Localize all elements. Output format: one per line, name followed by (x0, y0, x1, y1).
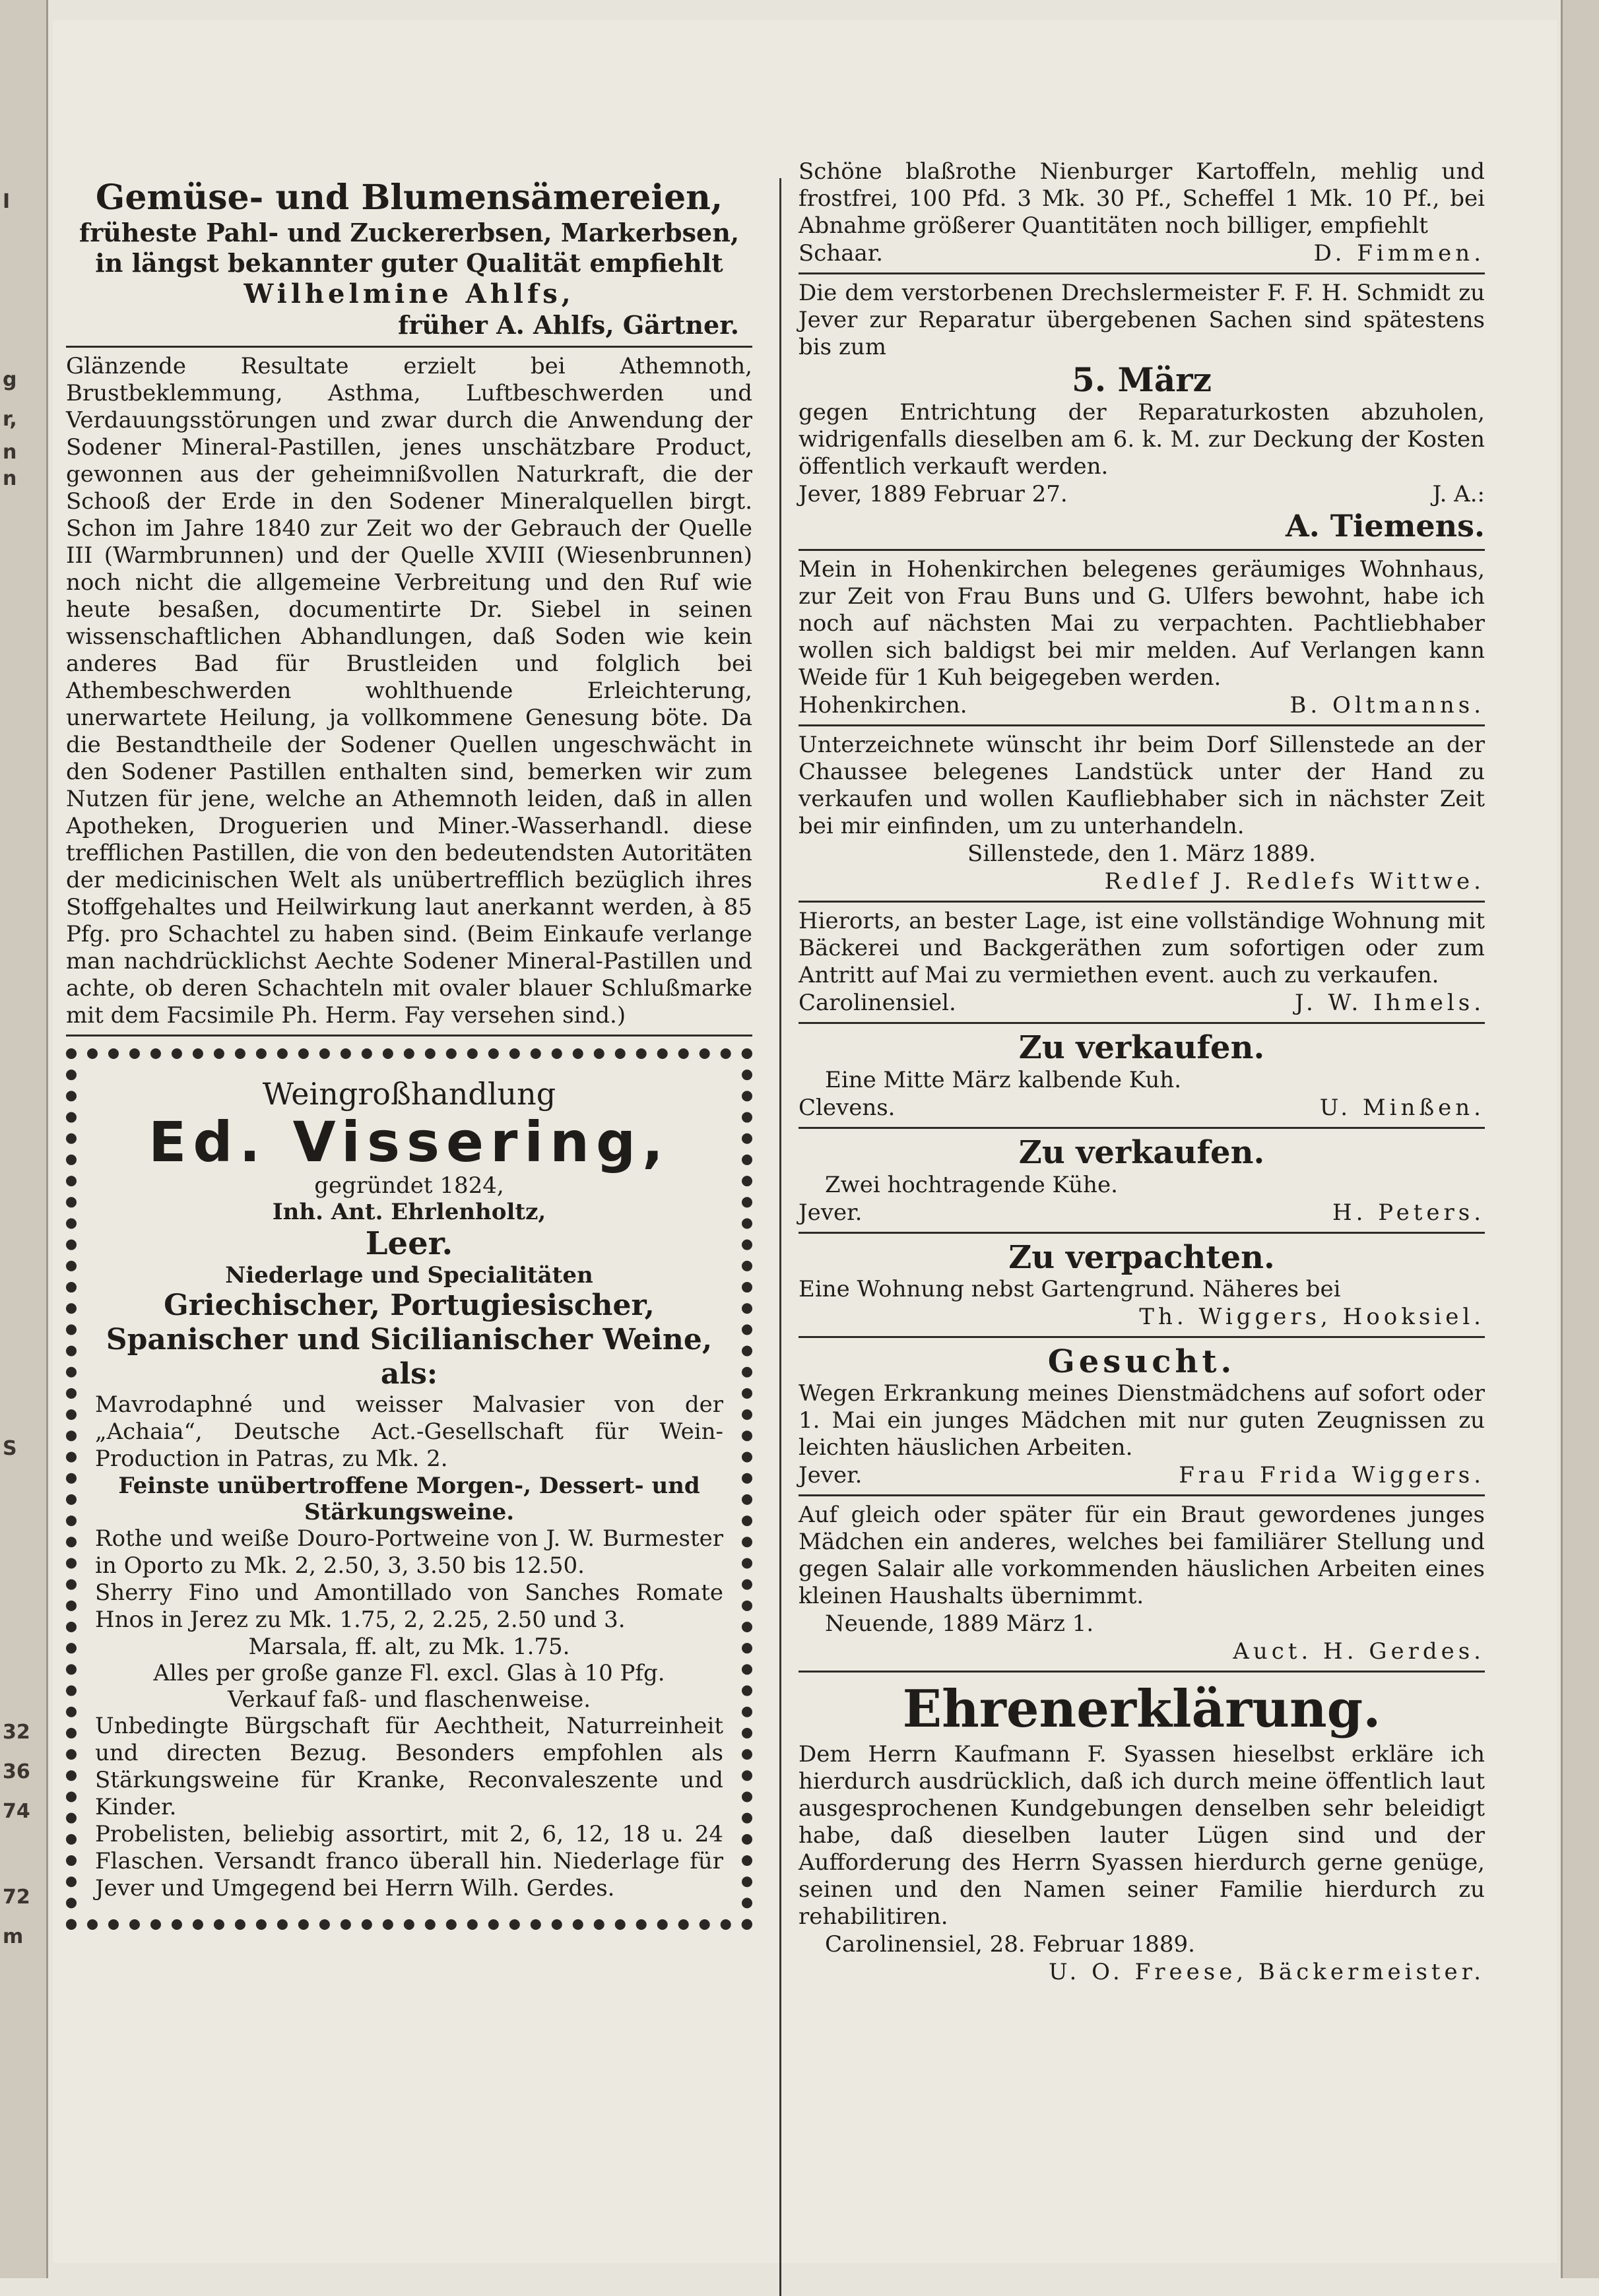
maid-text: Auf gleich oder später für ein Braut gewordenes junges Mädchen ein anderes, welches bei familiärer Stellung und gegen Salair alle vorkommenden häuslichen Arbeiten eines kleinen Haushalts übernimmt. (799, 1502, 1485, 1609)
wine-city: Leer. (365, 1225, 453, 1262)
land-place-date: Sillenstede, den 1. März 1889. (967, 841, 1316, 867)
divider (799, 1127, 1485, 1129)
divider (799, 1232, 1485, 1234)
wine-line1: Weingroßhandlung (262, 1076, 556, 1112)
potatoes-place: Schaar. (799, 240, 884, 267)
divider (799, 1494, 1485, 1496)
repair-text2: gegen Entrichtung der Reparaturkosten abzuholen, widrigenfalls dieselben am 6. k. M. zur Deckung der Kosten öffentlich verkauft werden. (799, 399, 1485, 480)
cows-sale-text: Zwei hochtragende Kühe. (825, 1172, 1118, 1198)
scan-border (1561, 0, 1599, 2278)
seeds-line: in längst bekannter guter Qualität empfiehlt (95, 248, 723, 278)
edge-mark: r, (3, 408, 17, 431)
divider (799, 549, 1485, 551)
wine-paragraph: Mavrodaphné und weisser Malvasier von der „Achaia“, Deutsche Act.-Gesellschaft für Wein-Production in Patras, zu Mk. 2. (95, 1391, 723, 1472)
edge-mark: n (3, 467, 17, 490)
maid-notice (799, 1502, 1485, 1665)
wine-advertisement (66, 1048, 752, 1930)
wine-paragraph: Marsala, ff. alt, zu Mk. 1.75. (248, 1634, 570, 1660)
lease-notice (799, 1239, 1485, 1331)
edge-mark: g (3, 368, 17, 391)
wine-types-heading: Griechischer, Portugiesischer, Spanischer und Sicilianischer Weine, als: (106, 1289, 713, 1391)
edge-mark: n (3, 441, 17, 464)
wine-paragraph: Rothe und weiße Douro-Portweine von J. W. Burmester in Oporto zu Mk. 2, 2.50, 3, 3.50 bis 12.50. (95, 1525, 723, 1579)
divider (66, 346, 752, 348)
cows-sale-name: H. Peters. (1332, 1199, 1485, 1226)
honor-text: Dem Herrn Kaufmann F. Syassen hieselbst erkläre ich hierdurch ausdrücklich, daß ich durch meine öffentlich laut ausgesprochenen Kundgebungen denselben sehr beleidigt habe, daß dieselben lauter Lügen sind und der Aufforderung des Herrn Syassen hierdurch gerne genüge, seinen und den Namen seiner Familie hierdurch zu rehabilitiren. (799, 1741, 1485, 1930)
wine-founded: gegründet 1824, (314, 1172, 504, 1199)
repair-date: 5. März (1071, 360, 1212, 399)
wanted-heading: Gesucht. (1047, 1343, 1236, 1380)
repair-name: A. Tiemens. (1286, 508, 1485, 544)
divider (799, 1022, 1485, 1024)
house-place: Hohenkirchen. (799, 692, 967, 718)
repair-place-date: Jever, 1889 Februar 27. (799, 481, 1068, 507)
cow-sale-name: U. Minßen. (1319, 1095, 1485, 1121)
honor-heading: Ehrenerklärung. (902, 1679, 1381, 1739)
divider (66, 1035, 752, 1036)
honor-declaration (799, 1678, 1485, 1986)
wine-paragraph: Alles per große ganze Fl. excl. Glas à 10 Pfg. (153, 1660, 665, 1686)
cows-sale-heading: Zu verkaufen. (1018, 1134, 1265, 1171)
bakery-notice (799, 908, 1485, 1017)
divider (799, 901, 1485, 903)
edge-mark: 32 (3, 1721, 30, 1744)
lease-heading: Zu verpachten. (1008, 1239, 1275, 1276)
potatoes-notice (799, 158, 1485, 267)
land-notice (799, 732, 1485, 895)
cows-sale-notice (799, 1134, 1485, 1227)
wine-firm-name: Ed. Vissering, (148, 1110, 670, 1174)
bakery-place: Carolinensiel. (799, 990, 956, 1016)
wanted-place: Jever. (799, 1462, 863, 1488)
edge-mark: m (3, 1925, 24, 1948)
cow-sale-place: Clevens. (799, 1095, 896, 1121)
divider (799, 1336, 1485, 1338)
wine-owner: Inh. Ant. Ehrlenholtz, (272, 1199, 546, 1225)
edge-mark: 72 (3, 1886, 30, 1909)
bakery-text: Hierorts, an bester Lage, ist eine vollständige Wohnung mit Bäckerei und Backgeräthen zum sofortigen oder zum Antritt auf Mai zu vermiethen event. auch zu verkaufen. (799, 908, 1485, 988)
repair-notice (799, 280, 1485, 544)
house-name: B. Oltmanns. (1289, 692, 1485, 718)
wanted-notice (799, 1343, 1485, 1489)
adjacent-page-edge (0, 0, 48, 2278)
wine-paragraph: Sherry Fino und Amontillado von Sanches Romate Hnos in Jerez zu Mk. 1.75, 2, 2.25, 2.50 und 3. (95, 1579, 723, 1633)
edge-mark: 36 (3, 1760, 30, 1783)
divider (799, 1671, 1485, 1673)
land-name: Redlef J. Redlefs Wittwe. (1104, 868, 1485, 895)
seeds-headline: Gemüse- und Blumensämereien, (95, 177, 723, 218)
bakery-name: J. W. Ihmels. (1294, 990, 1485, 1016)
house-text: Mein in Hohenkirchen belegenes geräumiges Wohnhaus, zur Zeit von Frau Buns und G. Ulfers bewohnt, habe ich noch auf nächsten Mai zu verpachten. Pachtliebhaber wollen sich baldigst bei mir melden. Auf Verlangen kann Weide für 1 Kuh beigegeben werden. (799, 556, 1485, 691)
seeds-line: früheste Pahl- und Zuckererbsen, Markerbsen, (79, 218, 740, 247)
house-notice (799, 556, 1485, 719)
wine-paragraph: Probelisten, beliebig assortirt, mit 2, 6, 12, 18 u. 24 Flaschen. Versandt franco überall hin. Niederlage für Jever und Umgegend bei Herrn Wilh. Gerdes. (95, 1821, 723, 1901)
left-column (66, 178, 752, 1930)
seeds-seller-name: Wilhelmine Ahlfs, (244, 278, 575, 309)
potatoes-name: D. Fimmen. (1313, 240, 1485, 267)
divider (799, 724, 1485, 726)
edge-mark: 74 (3, 1800, 30, 1823)
land-text: Unterzeichnete wünscht ihr beim Dorf Sillenstede an der Chaussee belegenes Landstück unter der Hand zu verkaufen und wollen Kaufliebhaber sich in nächster Zeit bei mir einfinden, um zu unterhandeln. (799, 732, 1485, 839)
wine-paragraph: Verkauf faß- und flaschenweise. (227, 1686, 591, 1713)
cow-sale-text: Eine Mitte März kalbende Kuh. (825, 1067, 1181, 1093)
edge-mark: S (3, 1437, 17, 1460)
soden-advertisement: Glänzende Resultate erzielt bei Athemnoth, Brustbeklemmung, Asthma, Luftbeschwerden und Verdauungsstörungen und zwar durch die Anwendung der Sodener Mineral-Pastillen, jenes unschätzbare Product, gewonnen aus der geheimnißvollen Naturkraft, die der Schooß der Erde in den Sodener Mineralquellen birgt. Schon im Jahre 1840 zur Zeit wo der Gebrauch der Quelle III (Warmbrunnen) und der Quelle XVIII (Wiesenbrunnen) noch nicht die allgemeine Verbreitung und den Ruf wie heute besaßen, documentirte Dr. Siebel in seinen wissenschaftlichen Abhandlungen, daß Soden wie kein anderes Bad für Brustleiden und folglich bei Athembeschwerden wohlthuende Erleichterung, unerwartete Heilung, ja vollkommene Genesung böte. Da die Bestandtheile der Sodener Quellen ungeschwächt in den Sodener Pastillen enthalten sind, bemerken wir zum Nutzen für jene, welche an Athemnoth leiden, daß in allen Apotheken, Droguerien und Miner.-Wasserhandl. diese trefflichen Pastillen, die von den bedeutendsten Autoritäten der medicinischen Welt als unübertrefflich bezüglich ihres Stoffgehaltes und Heilwirkung laut anerkannt werden, à 85 Pfg. pro Schachtel zu haben sind. (Beim Einkaufe verlange man nachdrücklichst Aechte Sodener Mineral-Pastillen und achte, ob deren Schachteln mit ovaler blauer Schlußmarke mit dem Facsimile Ph. Herm. Fay versehen sind.) (66, 353, 752, 1029)
lease-name: Th. Wiggers, Hooksiel. (1139, 1304, 1485, 1330)
wanted-text: Wegen Erkrankung meines Dienstmädchens auf sofort oder 1. Mai ein junges Mädchen mit nur guten Zeugnissen zu leichten häuslichen Arbeiten. (799, 1380, 1485, 1461)
potatoes-text: Schöne blaßrothe Nienburger Kartoffeln, mehlig und frostfrei, 100 Pfd. 3 Mk. 30 Pf., Scheffel 1 Mk. 10 Pf., bei Abnahme größerer Quantitäten noch billiger, empfiehlt (799, 158, 1485, 239)
column-divider (779, 178, 781, 2296)
wine-paragraph: Unbedingte Bürgschaft für Aechtheit, Naturreinheit und directen Bezug. Besonders empfohlen als Stärkungsweine für Kranke, Reconvaleszente und Kinder. (95, 1713, 723, 1820)
right-column (799, 158, 1485, 1986)
seeds-advertisement (66, 178, 752, 340)
seeds-seller-former: früher A. Ahlfs, Gärtner. (398, 310, 739, 340)
cow-sale-notice (799, 1029, 1485, 1122)
wine-specialities: Niederlage und Specialitäten (225, 1262, 593, 1289)
wanted-name: Frau Frida Wiggers. (1179, 1462, 1485, 1488)
maid-place-date: Neuende, 1889 März 1. (825, 1610, 1094, 1637)
edge-mark: I (3, 190, 11, 213)
cows-sale-place: Jever. (799, 1199, 863, 1226)
honor-place-date: Carolinensiel, 28. Februar 1889. (825, 1931, 1195, 1958)
lease-text: Eine Wohnung nebst Gartengrund. Näheres bei (799, 1276, 1341, 1302)
repair-text: Die dem verstorbenen Drechslermeister F. F. H. Schmidt zu Jever zur Reparatur übergebenen Sachen sind spätestens bis zum (799, 280, 1485, 360)
divider (799, 272, 1485, 274)
maid-name: Auct. H. Gerdes. (1233, 1638, 1485, 1665)
wine-paragraph: Feinste unübertroffene Morgen-, Dessert- und Stärkungsweine. (118, 1473, 700, 1525)
newspaper-page (53, 20, 1557, 2263)
cow-sale-heading: Zu verkaufen. (1018, 1029, 1265, 1066)
repair-ia: J. A.: (1432, 481, 1485, 507)
honor-name: U. O. Freese, Bäckermeister. (1049, 1959, 1485, 1985)
